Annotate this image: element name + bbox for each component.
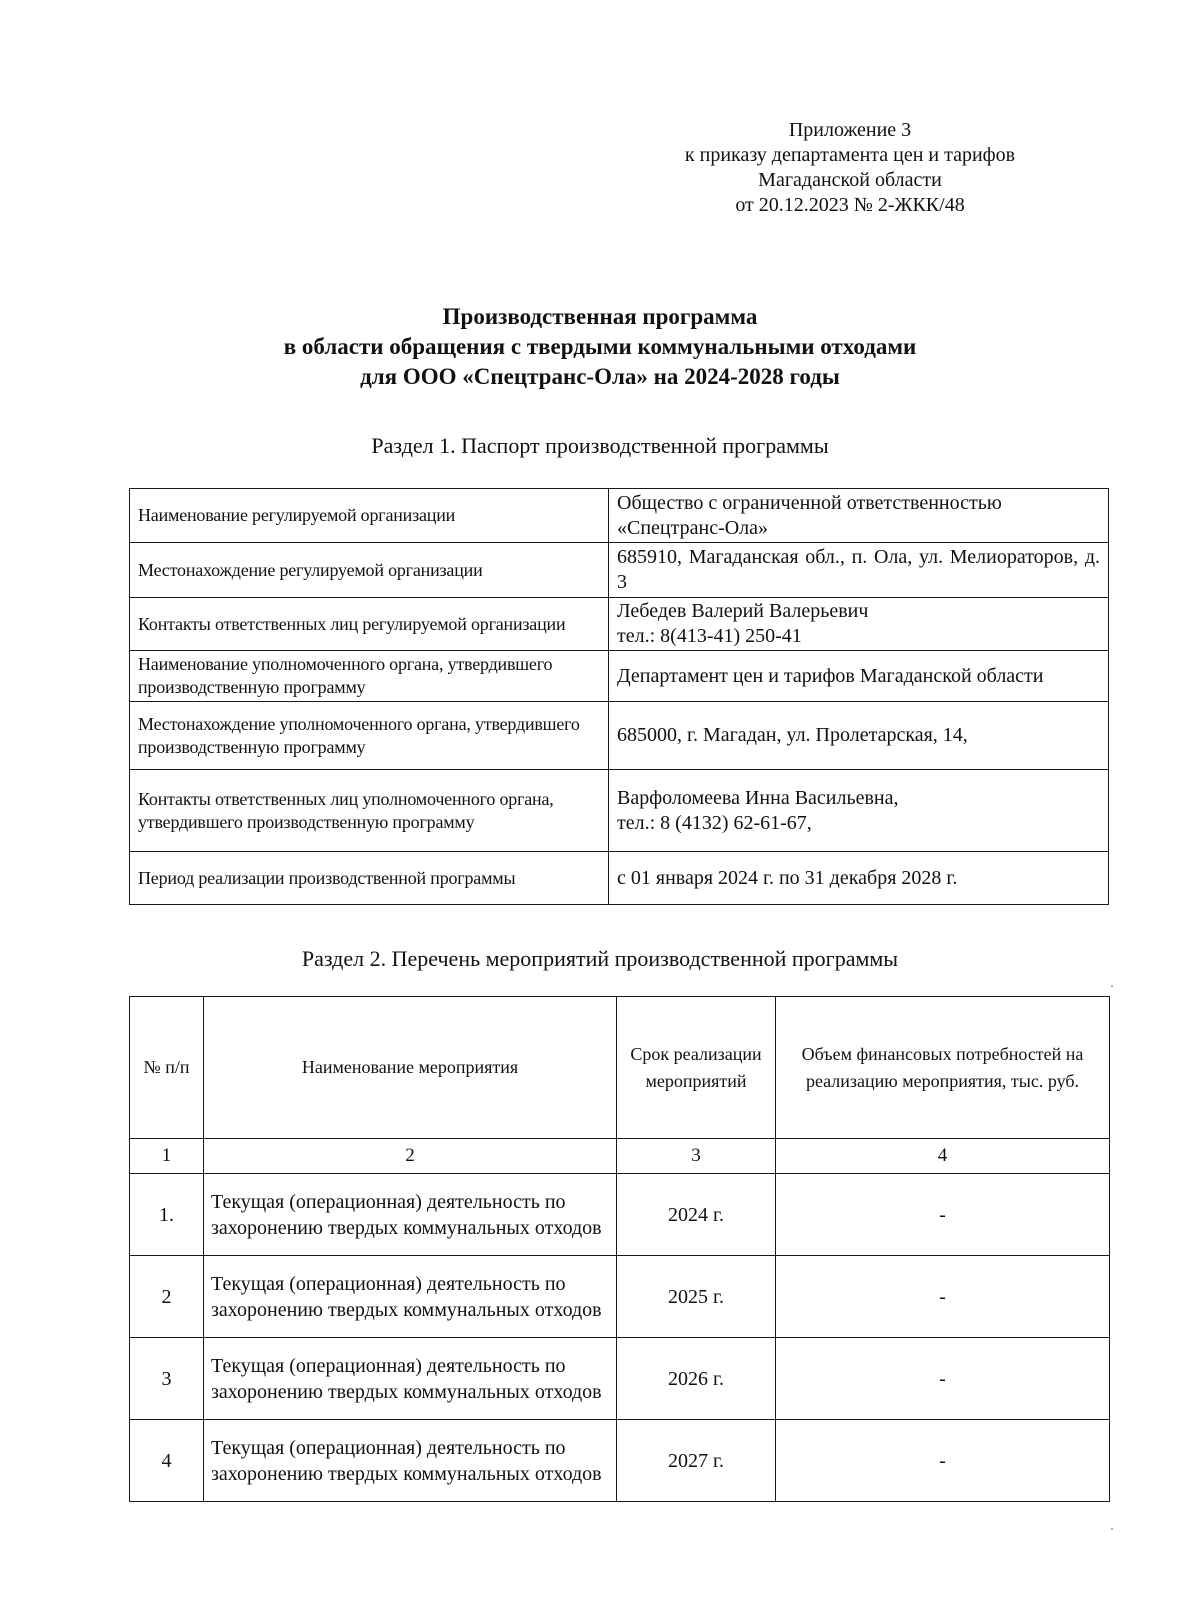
value-line: Лебедев Валерий Валерьевич [617,600,869,622]
table-row [130,770,1109,852]
table-row [130,598,1109,651]
section1-title: Раздел 1. Паспорт производственной программы [371,433,829,458]
row-cost: - [776,1256,1110,1338]
passport-label: Период реализации производственной программы [130,852,609,905]
table-row [130,651,1109,702]
header-term: Срок реализации мероприятий [617,997,776,1139]
table-row [130,543,1109,598]
appendix-line: к приказу департамента цен и тарифов [684,144,1016,166]
passport-value [609,489,1109,543]
header-cost: Объем финансовых потребностей на реализацию мероприятия, тыс. руб. [776,997,1110,1139]
row-cost: - [776,1420,1110,1502]
appendix-reference [640,118,1060,218]
table-row [130,1256,1110,1338]
column-number: 4 [776,1139,1110,1174]
passport-value: с 01 января 2024 г. по 31 декабря 2028 г. [609,852,1109,905]
value-line: тел.: 8(413-41) 250-41 [617,625,802,647]
passport-label: Местонахождение регулируемой организации [130,543,609,598]
table-row [130,1174,1110,1256]
table-row [130,702,1109,770]
row-num: 3 [130,1338,204,1420]
section2-title: Раздел 2. Перечень мероприятий производственной программы [301,946,899,971]
table-row [130,1420,1110,1502]
row-num: 2 [130,1256,204,1338]
title-line: в области обращения с твердыми коммунальными отходами [283,334,917,359]
passport-value: 685910, Магаданская обл., п. Ола, ул. Мелиораторов, д. 3 [609,543,1109,598]
value-line: тел.: 8 (4132) 62-61-67, [617,811,812,834]
value-line: «Спецтранс-Ола» [617,516,769,539]
scan-speck [1111,1528,1113,1530]
title-line: Производственная программа [442,304,758,329]
row-name: Текущая (операционная) деятельность по захоронению твердых коммунальных отходов [204,1420,617,1502]
table-row [130,852,1109,905]
row-term: 2026 г. [617,1338,776,1420]
column-number: 2 [204,1139,617,1174]
passport-table [129,488,1109,905]
passport-label: Контакты ответственных лиц регулируемой организации [130,598,609,651]
appendix-line: от 20.12.2023 № 2-ЖКК/48 [735,194,965,216]
row-name: Текущая (операционная) деятельность по захоронению твердых коммунальных отходов [204,1174,617,1256]
passport-value: Департамент цен и тарифов Магаданской области [609,651,1109,702]
value-line: Общество с ограниченной ответственностью [617,491,1002,514]
table-header-row [130,997,1110,1139]
column-number-row [130,1139,1110,1174]
row-term: 2025 г. [617,1256,776,1338]
title-line: для ООО «Спецтранс-Ола» на 2024-2028 годы [360,364,840,389]
passport-label: Местонахождение уполномоченного органа, утвердившего производственную программу [130,702,609,770]
activities-table [129,996,1110,1502]
header-num: № п/п [130,997,204,1139]
row-cost: - [776,1338,1110,1420]
row-num: 4 [130,1420,204,1502]
passport-label: Контакты ответственных лиц уполномоченного органа, утвердившего производственную программу [130,770,609,852]
row-term: 2027 г. [617,1420,776,1502]
passport-value: 685000, г. Магадан, ул. Пролетарская, 14, [609,702,1109,770]
value-line: Варфоломеева Инна Васильевна, [617,786,899,809]
column-number: 1 [130,1139,204,1174]
header-name: Наименование мероприятия [204,997,617,1139]
passport-value [609,598,1109,651]
appendix-line: Приложение 3 [788,119,912,141]
document-title [0,302,1200,392]
row-name: Текущая (операционная) деятельность по захоронению твердых коммунальных отходов [204,1338,617,1420]
row-cost: - [776,1174,1110,1256]
passport-label: Наименование регулируемой организации [130,489,609,543]
table-row [130,489,1109,543]
row-num: 1. [130,1174,204,1256]
table-row [130,1338,1110,1420]
scan-speck [1111,985,1113,987]
passport-value [609,770,1109,852]
row-name: Текущая (операционная) деятельность по захоронению твердых коммунальных отходов [204,1256,617,1338]
appendix-line: Магаданской области [758,169,942,191]
row-term: 2024 г. [617,1174,776,1256]
column-number: 3 [617,1139,776,1174]
passport-label: Наименование уполномоченного органа, утвердившего производственную программу [130,651,609,702]
